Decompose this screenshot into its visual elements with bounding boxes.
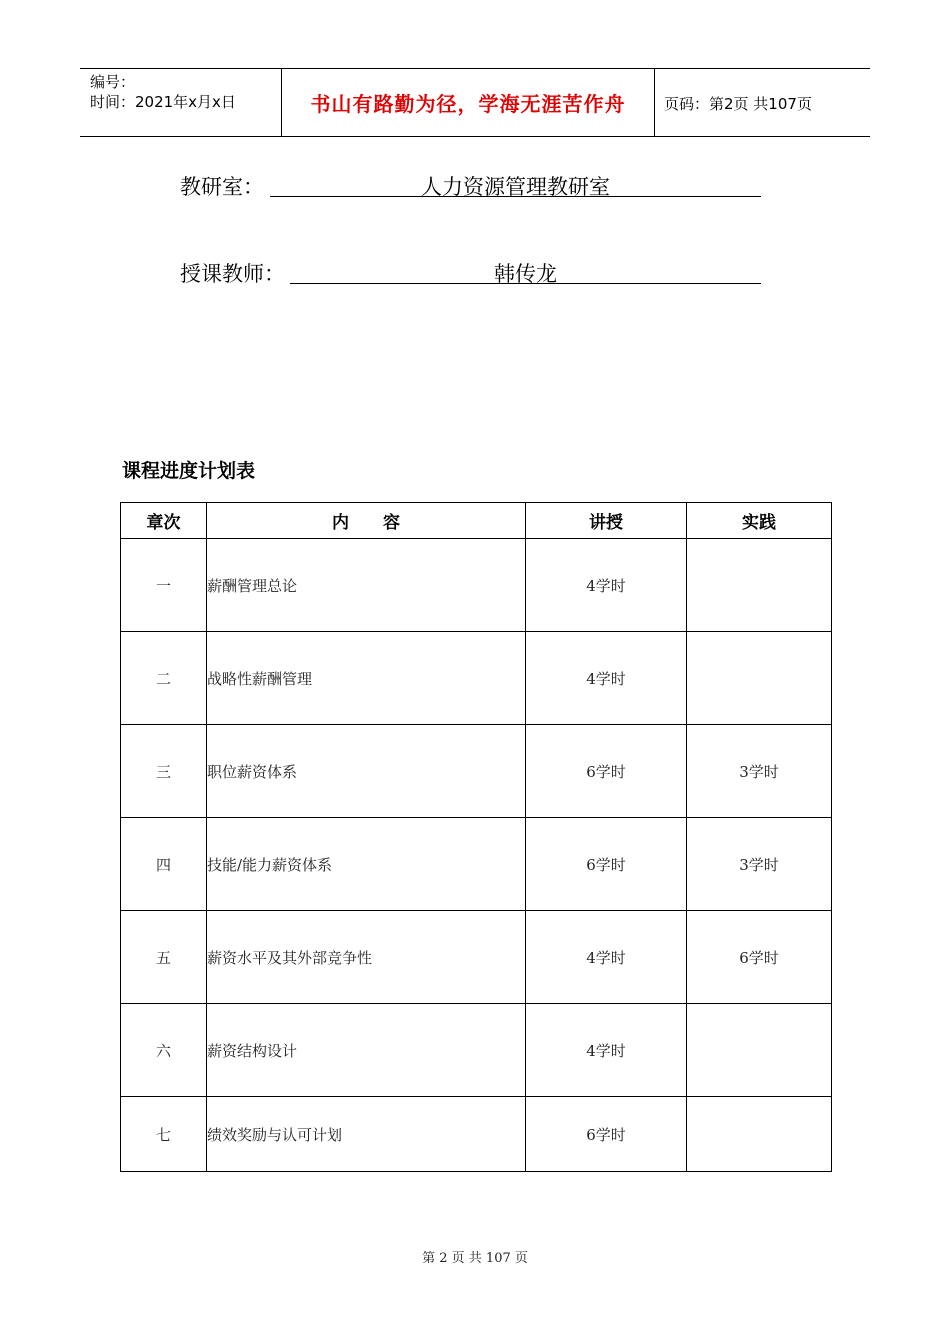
table-row	[121, 632, 832, 725]
chapter-cell: 五	[121, 911, 207, 1004]
content-cell: 战略性薪酬管理	[207, 632, 526, 725]
table-row	[121, 818, 832, 911]
table-header-row	[121, 503, 832, 539]
content-cell: 薪酬管理总论	[207, 539, 526, 632]
teacher-value: 韩传龙	[494, 262, 557, 286]
header-practice: 实践	[687, 503, 832, 539]
header-number-label: 编号：	[90, 73, 136, 91]
lecture-cell: 6学时	[526, 1097, 687, 1172]
content-cell: 绩效奖励与认可计划	[207, 1097, 526, 1172]
practice-cell: 6学时	[687, 911, 832, 1004]
lecture-cell: 6学时	[526, 818, 687, 911]
department-label: 教研室：	[180, 175, 264, 199]
page-footer: 第 2 页 共 107 页	[422, 1251, 528, 1266]
header-page-info: 页码：第2页 共107页	[664, 95, 812, 113]
chapter-cell: 二	[121, 632, 207, 725]
chapter-cell: 六	[121, 1004, 207, 1097]
header-divider-right	[654, 69, 655, 136]
schedule-table	[120, 502, 832, 1172]
table-row	[121, 1004, 832, 1097]
chapter-cell: 一	[121, 539, 207, 632]
lecture-cell: 4学时	[526, 539, 687, 632]
lecture-cell: 4学时	[526, 1004, 687, 1097]
practice-cell	[687, 1004, 832, 1097]
content-cell: 薪资水平及其外部竞争性	[207, 911, 526, 1004]
header-motto: 书山有路勤为径，学海无涯苦作舟	[310, 92, 626, 116]
content-cell: 技能/能力薪资体系	[207, 818, 526, 911]
lecture-cell: 4学时	[526, 632, 687, 725]
header-content: 内 容	[207, 503, 526, 539]
header-chapter: 章次	[121, 503, 207, 539]
table-row	[121, 911, 832, 1004]
chapter-cell: 四	[121, 818, 207, 911]
table-row	[121, 725, 832, 818]
chapter-cell: 七	[121, 1097, 207, 1172]
header-lecture: 讲授	[526, 503, 687, 539]
lecture-cell: 4学时	[526, 911, 687, 1004]
header-time-label: 时间：2021年x月x日	[90, 93, 236, 111]
teacher-label: 授课教师：	[180, 262, 285, 286]
practice-cell: 3学时	[687, 818, 832, 911]
table-row	[121, 1097, 832, 1172]
header-bottom-rule	[80, 136, 870, 137]
practice-cell	[687, 1097, 832, 1172]
content-cell: 职位薪资体系	[207, 725, 526, 818]
header-left-block	[90, 72, 236, 112]
schedule-title: 课程进度计划表	[122, 460, 256, 482]
department-value: 人力资源管理教研室	[421, 175, 610, 199]
chapter-cell: 三	[121, 725, 207, 818]
practice-cell	[687, 632, 832, 725]
lecture-cell: 6学时	[526, 725, 687, 818]
practice-cell: 3学时	[687, 725, 832, 818]
content-cell: 薪资结构设计	[207, 1004, 526, 1097]
practice-cell	[687, 539, 832, 632]
table-row	[121, 539, 832, 632]
